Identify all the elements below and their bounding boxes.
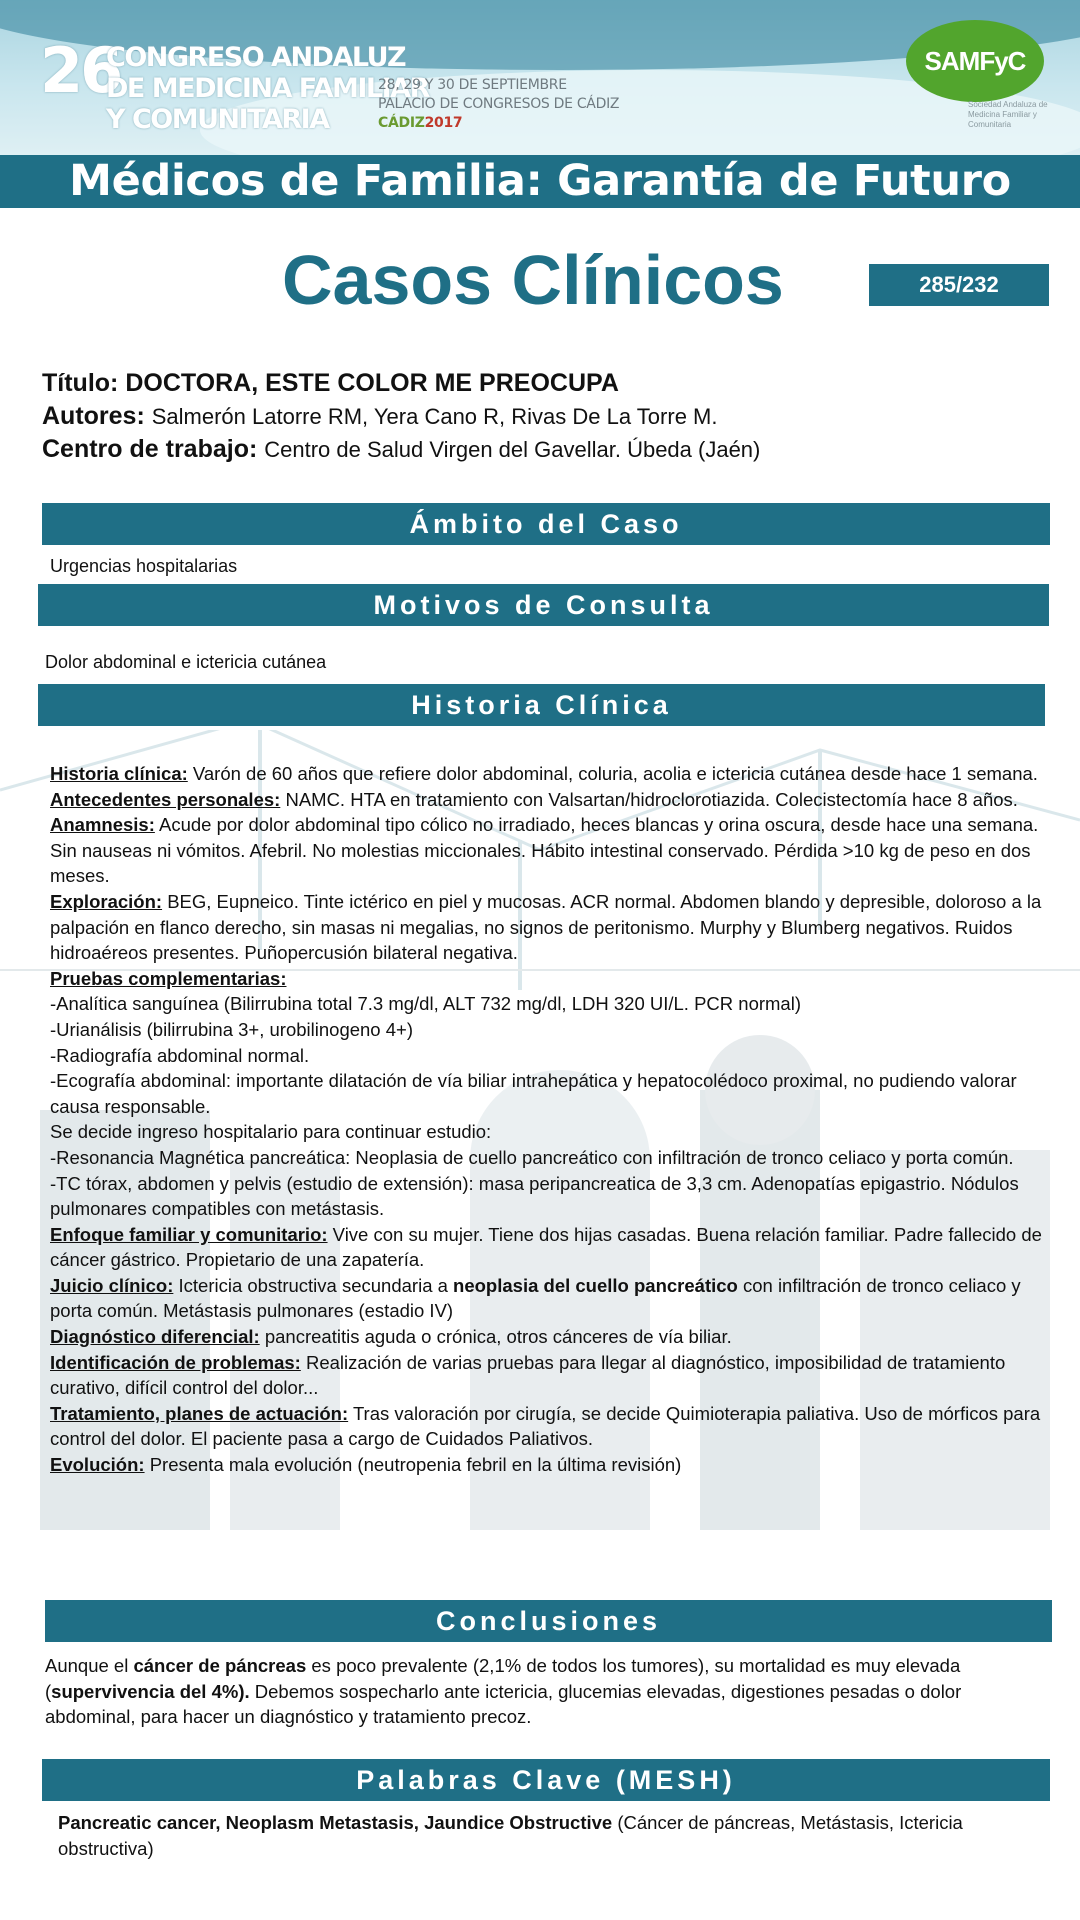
problemas-text: Realización de varias pruebas para llegar al diagnóstico, imposibilidad de tratamiento curativo, difícil control del dolor... — [50, 1351, 1006, 1399]
enfoque-paragraph — [50, 1222, 1045, 1273]
pruebas-line: -Analítica sanguínea (Bilirrubina total 7.3 mg/dl, ALT 732 mg/dl, LDH 320 UI/L. PCR normal) — [50, 993, 801, 1015]
title-label: Título: — [42, 369, 119, 397]
city-label: CÁDIZ — [378, 115, 425, 131]
center-label: Centro de trabajo: — [42, 435, 258, 463]
anamnesis-text: Acude por dolor abdominal tipo cólico no irradiado, heces blancas y orina oscura, desde hace una semana. Sin nauseas ni vómitos. Afebril. No molestias miccionales. Hábito intestinal conservado. Pérdida >10 kg de peso en dos meses. — [50, 814, 1039, 887]
section-motivos: Motivos de Consulta — [38, 584, 1049, 626]
conclusiones-bold: supervivencia del 4%). — [51, 1680, 250, 1702]
juicio-label: Juicio clínico: — [50, 1274, 174, 1296]
evolucion-paragraph — [50, 1452, 1045, 1478]
historia-body — [50, 761, 1045, 1478]
section-historia: Historia Clínica — [38, 684, 1045, 726]
conclusiones-part: Aunque el — [45, 1655, 134, 1676]
pruebas-line: -TC tórax, abdomen y pelvis (estudio de extensión): masa peripancreatica de 3,3 cm. Adenopatías epigastrio. Nódulos pulmonares compatibles con metástasis. — [50, 1172, 1019, 1220]
pruebas-label: Pruebas complementarias: — [50, 967, 287, 989]
tratamiento-label: Tratamiento, planes de actuación: — [50, 1402, 349, 1424]
exploracion-text: BEG, Eupneico. Tinte ictérico en piel y mucosas. ACR normal. Abdomen blando y depresible, doloroso a la palpación en flanco derecho, sin masas ni megalias, no signos de peritonismo. Murphy y Blumberg negativos. Ruidos hidroaéreos presentes. Puñopercusión bilateral negativa. — [50, 890, 1042, 964]
diferencial-paragraph — [50, 1324, 1045, 1350]
enfoque-text: Vive con su mujer. Tiene dos hijas casadas. Buena relación familiar. Padre fallecido de cáncer gástrico. Propietario de una zapatería. — [50, 1223, 1042, 1271]
samfyc-logo-subtitle: Sociedad Andaluza de Medicina Familiar y Comunitaria — [968, 100, 1048, 129]
title-line — [42, 368, 619, 398]
congress-line: DE MEDICINA FAMILIAR — [106, 73, 429, 104]
problemas-label: Identificación de problemas: — [50, 1351, 301, 1373]
conclusiones-part: es poco prevalente (2,1% de todos los tumores), su mortalidad es muy elevada ( — [45, 1655, 961, 1702]
center-value: Centro de Salud Virgen del Gavellar. Úbeda (Jaén) — [264, 437, 761, 462]
historia-paragraph — [50, 761, 1045, 787]
exploracion-paragraph — [50, 889, 1045, 966]
banner-title: Médicos de Familia: Garantía de Futuro — [69, 156, 1011, 206]
diferencial-text: pancreatitis aguda o crónica, otros cánceres de vía biliar. — [259, 1326, 732, 1348]
authors-line — [42, 401, 717, 432]
keywords-bold: Pancreatic cancer, Neoplasm Metastasis, Jaundice Obstructive — [58, 1812, 613, 1833]
keywords-translation: (Cáncer de páncreas, Metástasis, Ictericia obstructiva) — [58, 1812, 963, 1859]
congress-line: Y COMUNITARIA — [106, 104, 329, 135]
samfyc-logo-text: SAMFyC — [924, 46, 1026, 76]
section-ambito: Ámbito del Caso — [42, 503, 1050, 545]
historia-label: Historia clínica: — [50, 763, 188, 784]
city-year: 2017 — [424, 115, 463, 131]
congress-dates — [378, 76, 619, 133]
conclusiones-part: Debemos sospecharlo ante ictericia, glucemias elevadas, digestiones pesadas o dolor abdominal, para hacer un diagnóstico y tratamiento precoz. — [45, 1680, 962, 1727]
case-code-badge: 285/232 — [869, 264, 1049, 306]
title-value: DOCTORA, ESTE COLOR ME PREOCUPA — [125, 369, 619, 397]
exploracion-label: Exploración: — [50, 890, 163, 912]
conclusiones-text — [45, 1653, 1050, 1730]
evolucion-text: Presenta mala evolución (neutropenia febril en la última revisión) — [144, 1454, 682, 1476]
diferencial-label: Diagnóstico diferencial: — [50, 1326, 260, 1348]
tratamiento-text: Tras valoración por cirugía, se decide Quimioterapia paliativa. Uso de mórficos para control del dolor. El paciente pasa a cargo de Cuidados Paliativos. — [50, 1402, 1041, 1450]
evolucion-label: Evolución: — [50, 1454, 145, 1476]
dates-line: 28, 29 Y 30 DE SEPTIEMBRE — [378, 77, 567, 93]
authors-value: Salmerón Latorre RM, Yera Cano R, Rivas De La Torre M. — [151, 404, 718, 429]
enfoque-label: Enfoque familiar y comunitario: — [50, 1223, 328, 1245]
pruebas-line: -Resonancia Magnética pancreática: Neoplasia de cuello pancreático con infiltración de tronco celiaco y porta común. — [50, 1146, 1014, 1168]
juicio-bold: neoplasia del cuello pancreático — [453, 1274, 738, 1296]
anamnesis-paragraph — [50, 812, 1045, 889]
motivos-text: Dolor abdominal e ictericia cutánea — [45, 652, 327, 672]
antecedentes-paragraph — [50, 787, 1045, 813]
historia-text: Varón de 60 años que refiere dolor abdominal, coluria, acolia e ictericia cutánea desde hace 1 semana. — [187, 763, 1038, 784]
pruebas-line: -Radiografía abdominal normal. — [50, 1044, 310, 1066]
congress-line: CONGRESO ANDALUZ — [106, 42, 406, 73]
authors-label: Autores: — [42, 402, 145, 430]
pruebas-line: Se decide ingreso hospitalario para continuar estudio: — [50, 1121, 492, 1143]
venue-line: PALACIO DE CONGRESOS DE CÁDIZ — [378, 96, 620, 112]
section-conclusiones: Conclusiones — [45, 1600, 1052, 1642]
section-palabras-clave: Palabras Clave (MESH) — [42, 1759, 1050, 1801]
tratamiento-paragraph — [50, 1401, 1045, 1452]
city-line — [378, 114, 619, 133]
juicio-text-end: con infiltración de tronco celiaco y porta común. Metástasis pulmonares (estadio IV) — [50, 1274, 1021, 1322]
pruebas-line: -Ecografía abdominal: importante dilatación de vía biliar intrahepática y hepatocolédoco proximal, no pudiendo valorar causa responsable. — [50, 1070, 1017, 1117]
antecedentes-label: Antecedentes personales: — [50, 788, 281, 810]
poster-heading: Casos Clínicos — [282, 241, 784, 319]
ambito-text: Urgencias hospitalarias — [50, 556, 238, 576]
anamnesis-label: Anamnesis: — [50, 814, 155, 836]
congress-number: 26 — [40, 34, 121, 107]
palabras-clave-text — [58, 1810, 1048, 1861]
problemas-paragraph — [50, 1350, 1045, 1401]
pruebas-paragraph — [50, 966, 1045, 992]
juicio-paragraph — [50, 1273, 1045, 1324]
center-line — [42, 434, 760, 465]
conclusiones-bold: cáncer de páncreas — [133, 1655, 307, 1676]
pruebas-line: -Urianálisis (bilirrubina 3+, urobilinogeno 4+) — [50, 1018, 413, 1040]
juicio-text: Ictericia obstructiva secundaria a — [173, 1274, 454, 1296]
antecedentes-text: NAMC. HTA en tratamiento con Valsartan/hidroclorotiazida. Colecistectomía hace 8 años. — [280, 788, 1018, 810]
